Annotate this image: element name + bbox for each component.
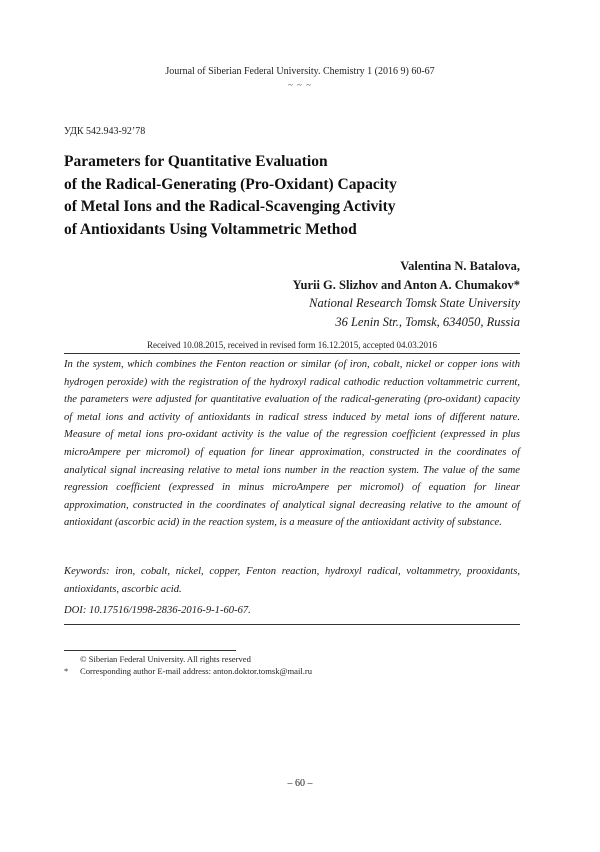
udk-code: УДК 542.943-92’78: [64, 126, 146, 137]
author-line: Valentina N. Batalova,: [400, 259, 520, 273]
authors-block: [100, 257, 520, 331]
header-ornament: ~ ~ ~: [287, 80, 313, 90]
keywords: Keywords: iron, cobalt, nickel, copper, Fenton reaction, hydroxyl radical, voltammetry, prooxidants, antioxidants, ascorbic acid.: [64, 566, 520, 595]
abstract: In the system, which combines the Fenton reaction or similar (of iron, cobalt, nickel or copper ions with hydrogen peroxide) with the registration of the hydroxyl radical cathodic reduction voltammetric current, the parameters were adjusted for quantitative evaluation of the radical-generating (pro-oxidant) capacity of metal ions and activity of antioxidants in radical stress induced by metal ions of different nature. Measure of metal ions pro-oxidant activity is the value of the regression coefficient (expressed in plus microAmpere per micromol) of equation for linear approximation, constructed in the coordinates of analytical signal increasing relative to metal ions number in the reaction system. The value of the same regression coefficient (expressed in minus microAmpere per micromol) of equation for linear approximation, constructed in the coordinates of analytical signal decreasing relative to the amount of antioxidant (ascorbic acid) in the reaction system, is a measure of the antioxidant activity of substance.: [64, 359, 520, 529]
author-line: Yurii G. Slizhov and Anton A. Chumakov*: [292, 277, 520, 292]
footnote: [64, 654, 524, 666]
footnote-text: Corresponding author E-mail address: anton.doktor.tomsk@mail.ru: [80, 665, 313, 676]
footnote: [64, 666, 524, 678]
footnotes: [64, 654, 524, 677]
footnote-rule: [64, 650, 236, 651]
divider-top: [64, 353, 520, 354]
paper-title: [64, 151, 534, 241]
title-line: Parameters for Quantitative Evaluation: [64, 153, 328, 170]
journal-header: Journal of Siberian Federal University. Chemistry 1 (2016 9) 60-67: [165, 66, 435, 77]
received-dates: Received 10.08.2015, received in revised form 16.12.2015, accepted 04.03.2016: [147, 340, 437, 350]
doi: DOI: 10.17516/1998-2836-2016-9-1-60-67.: [64, 605, 251, 616]
footnote-mark: *: [64, 665, 69, 676]
footnote-text: © Siberian Federal University. All rights reserved: [80, 654, 251, 664]
affiliation-address: 36 Lenin Str., Tomsk, 634050, Russia: [335, 314, 520, 329]
affiliation: National Research Tomsk State University: [309, 296, 520, 310]
divider-bottom: [64, 624, 520, 625]
title-line: of the Radical-Generating (Pro-Oxidant) Capacity: [64, 175, 397, 193]
title-line: of Antioxidants Using Voltammetric Method: [64, 220, 357, 238]
title-line: of Metal Ions and the Radical-Scavenging Activity: [64, 198, 396, 215]
page-number: – 60 –: [287, 778, 313, 789]
